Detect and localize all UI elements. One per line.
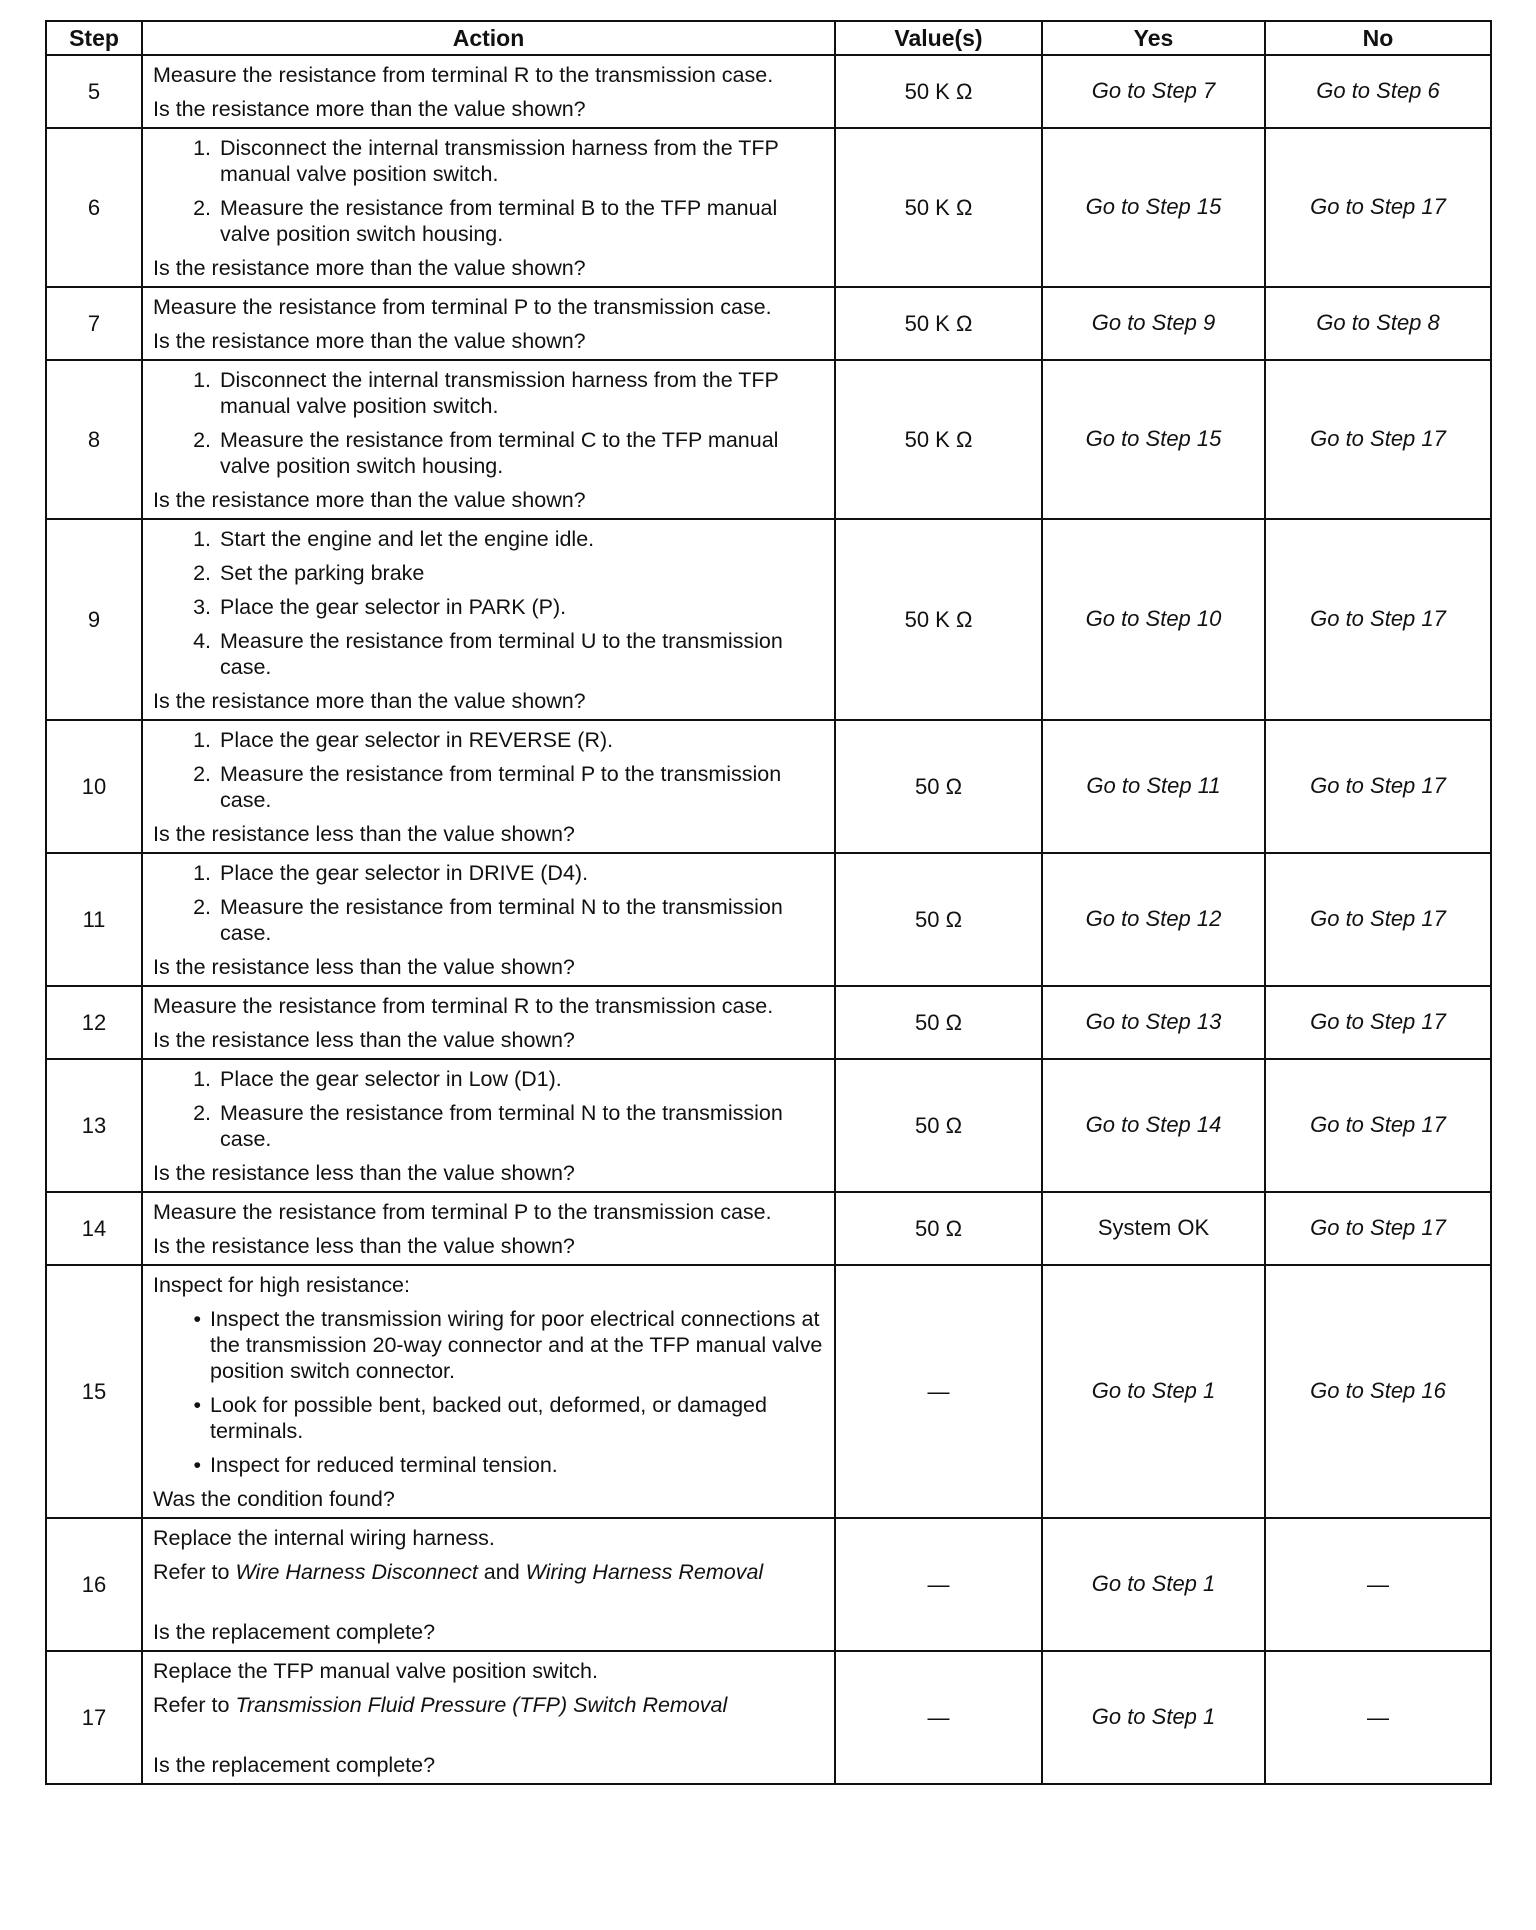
step-item-number: 2.: [193, 895, 211, 919]
table-row: [46, 720, 1491, 853]
value-cell: —: [835, 1651, 1042, 1784]
no-result: Go to Step 16: [1265, 1265, 1491, 1518]
table-row: [46, 1651, 1491, 1784]
yes-result: Go to Step 11: [1042, 720, 1265, 853]
step-item-text: Measure the resistance from terminal N to the transmission case.: [220, 895, 783, 945]
yes-result: System OK: [1042, 1192, 1265, 1265]
bullet-icon: •: [193, 1307, 201, 1331]
value-cell: —: [835, 1265, 1042, 1518]
step-item-number: 3.: [193, 595, 211, 619]
action-question: Is the resistance less than the value shown?: [153, 955, 575, 979]
yes-result: Go to Step 7: [1042, 55, 1265, 128]
value-cell: 50 Ω: [835, 986, 1042, 1059]
action-step-item: [153, 628, 824, 680]
no-result: Go to Step 17: [1265, 128, 1491, 287]
step-item-number: 1.: [193, 527, 211, 551]
action-question: Is the resistance less than the value shown?: [153, 1028, 575, 1052]
step-number: 12: [46, 986, 142, 1059]
step-item-number: 1.: [193, 136, 211, 160]
action-cell: [142, 1651, 835, 1784]
no-result: —: [1265, 1518, 1491, 1651]
step-item-number: 2.: [193, 561, 211, 585]
action-question: Is the resistance more than the value shown?: [153, 689, 586, 713]
action-reference: [153, 1692, 824, 1718]
step-item-number: 2.: [193, 196, 211, 220]
step-item-text: Place the gear selector in REVERSE (R).: [220, 728, 614, 752]
action-text: Measure the resistance from terminal R to the transmission case.: [153, 63, 774, 87]
step-number: 14: [46, 1192, 142, 1265]
spacer: [153, 1593, 824, 1619]
action-bullet-item: [153, 1392, 824, 1444]
table-body: [46, 55, 1491, 1784]
action-text: Replace the internal wiring harness.: [153, 1526, 495, 1550]
step-number: 6: [46, 128, 142, 287]
table-row: [46, 55, 1491, 128]
action-step-item: [153, 727, 824, 753]
no-result: Go to Step 17: [1265, 720, 1491, 853]
action-cell: [142, 55, 835, 128]
action-step-item: [153, 594, 824, 620]
action-question: Is the resistance more than the value shown?: [153, 488, 586, 512]
no-result: Go to Step 17: [1265, 853, 1491, 986]
step-item-number: 2.: [193, 428, 211, 452]
bullet-icon: •: [193, 1393, 201, 1417]
step-item-text: Set the parking brake: [220, 561, 425, 585]
action-cell: [142, 519, 835, 720]
table-row: [46, 1192, 1491, 1265]
step-item-text: Measure the resistance from terminal U to the transmission case.: [220, 629, 783, 679]
yes-result: Go to Step 10: [1042, 519, 1265, 720]
table-row: [46, 128, 1491, 287]
table-row: [46, 519, 1491, 720]
spacer: [153, 1726, 824, 1752]
yes-result: Go to Step 9: [1042, 287, 1265, 360]
yes-result: Go to Step 12: [1042, 853, 1265, 986]
no-result: Go to Step 17: [1265, 519, 1491, 720]
step-item-text: Place the gear selector in Low (D1).: [220, 1067, 562, 1091]
action-cell: [142, 720, 835, 853]
value-cell: 50 K Ω: [835, 519, 1042, 720]
table-row: [46, 853, 1491, 986]
step-number: 15: [46, 1265, 142, 1518]
step-item-number: 1.: [193, 861, 211, 885]
action-question: Is the resistance less than the value shown?: [153, 1161, 575, 1185]
action-text: Measure the resistance from terminal P to the transmission case.: [153, 1200, 772, 1224]
step-item-number: 2.: [193, 1101, 211, 1125]
action-step-item: [153, 367, 824, 419]
action-text: Measure the resistance from terminal P to the transmission case.: [153, 295, 772, 319]
bullet-icon: •: [193, 1453, 201, 1477]
action-step-item: [153, 526, 824, 552]
table-row: [46, 360, 1491, 519]
action-step-item: [153, 135, 824, 187]
value-cell: —: [835, 1518, 1042, 1651]
action-text: Replace the TFP manual valve position switch.: [153, 1659, 598, 1683]
step-item-text: Place the gear selector in DRIVE (D4).: [220, 861, 589, 885]
action-step-item: [153, 427, 824, 479]
step-item-text: Measure the resistance from terminal C to the TFP manual valve position switch housing.: [220, 428, 779, 478]
value-cell: 50 K Ω: [835, 55, 1042, 128]
reference-joiner: and: [477, 1560, 526, 1584]
step-item-text: Measure the resistance from terminal P to the transmission case.: [220, 762, 782, 812]
action-bullet-item: [153, 1452, 824, 1478]
action-step-item: [153, 761, 824, 813]
action-question: Is the resistance less than the value shown?: [153, 1234, 575, 1258]
action-cell: [142, 1265, 835, 1518]
no-result: Go to Step 17: [1265, 1059, 1491, 1192]
value-cell: 50 Ω: [835, 853, 1042, 986]
step-item-text: Place the gear selector in PARK (P).: [220, 595, 567, 619]
table-row: [46, 287, 1491, 360]
action-question: Is the replacement complete?: [153, 1753, 436, 1777]
action-cell: [142, 1059, 835, 1192]
reference-prefix: Refer to: [153, 1560, 236, 1584]
no-result: Go to Step 17: [1265, 1192, 1491, 1265]
value-cell: 50 Ω: [835, 720, 1042, 853]
action-step-item: [153, 894, 824, 946]
action-text: Measure the resistance from terminal R to the transmission case.: [153, 994, 774, 1018]
step-item-text: Start the engine and let the engine idle.: [220, 527, 595, 551]
step-number: 13: [46, 1059, 142, 1192]
step-item-text: Disconnect the internal transmission harness from the TFP manual valve position switch.: [220, 136, 779, 186]
step-number: 10: [46, 720, 142, 853]
yes-result: Go to Step 1: [1042, 1265, 1265, 1518]
action-question: Is the resistance more than the value shown?: [153, 97, 586, 121]
header-value: Value(s): [835, 21, 1042, 55]
no-result: —: [1265, 1651, 1491, 1784]
table-row: [46, 1518, 1491, 1651]
value-cell: 50 K Ω: [835, 360, 1042, 519]
step-number: 11: [46, 853, 142, 986]
reference-link: Wiring Harness Removal: [525, 1560, 764, 1584]
table-row: [46, 1265, 1491, 1518]
action-step-item: [153, 1100, 824, 1152]
step-number: 17: [46, 1651, 142, 1784]
step-number: 7: [46, 287, 142, 360]
value-cell: 50 Ω: [835, 1059, 1042, 1192]
action-question: Is the resistance less than the value shown?: [153, 822, 575, 846]
action-question: Is the resistance more than the value shown?: [153, 256, 586, 280]
yes-result: Go to Step 1: [1042, 1651, 1265, 1784]
header-yes: Yes: [1042, 21, 1265, 55]
step-item-text: Measure the resistance from terminal N to the transmission case.: [220, 1101, 783, 1151]
value-cell: 50 Ω: [835, 1192, 1042, 1265]
step-item-text: Measure the resistance from terminal B to the TFP manual valve position switch housing.: [220, 196, 778, 246]
action-step-item: [153, 195, 824, 247]
reference-link: Transmission Fluid Pressure (TFP) Switch Removal: [235, 1693, 728, 1717]
no-result: Go to Step 17: [1265, 986, 1491, 1059]
bullet-text: Inspect for reduced terminal tension.: [210, 1453, 558, 1477]
step-number: 16: [46, 1518, 142, 1651]
step-number: 9: [46, 519, 142, 720]
reference-prefix: Refer to: [153, 1693, 236, 1717]
action-cell: [142, 287, 835, 360]
diagnostic-table: [45, 20, 1492, 1785]
action-question: Is the replacement complete?: [153, 1620, 436, 1644]
action-step-item: [153, 560, 824, 586]
step-item-number: 4.: [193, 629, 211, 653]
action-cell: [142, 853, 835, 986]
action-step-item: [153, 1066, 824, 1092]
table-row: [46, 986, 1491, 1059]
action-text: Inspect for high resistance:: [153, 1273, 410, 1297]
action-cell: [142, 1192, 835, 1265]
yes-result: Go to Step 1: [1042, 1518, 1265, 1651]
yes-result: Go to Step 14: [1042, 1059, 1265, 1192]
action-reference: [153, 1559, 824, 1585]
action-cell: [142, 128, 835, 287]
no-result: Go to Step 17: [1265, 360, 1491, 519]
value-cell: 50 K Ω: [835, 128, 1042, 287]
step-number: 5: [46, 55, 142, 128]
table-header-row: [46, 21, 1491, 55]
step-item-number: 1.: [193, 1067, 211, 1091]
action-question: Is the resistance more than the value shown?: [153, 329, 586, 353]
step-number: 8: [46, 360, 142, 519]
action-cell: [142, 986, 835, 1059]
bullet-text: Look for possible bent, backed out, deformed, or damaged terminals.: [210, 1393, 767, 1443]
reference-link: Wire Harness Disconnect: [235, 1560, 478, 1584]
table-row: [46, 1059, 1491, 1192]
action-step-item: [153, 860, 824, 886]
action-cell: [142, 1518, 835, 1651]
yes-result: Go to Step 15: [1042, 128, 1265, 287]
header-step: Step: [46, 21, 142, 55]
step-item-number: 1.: [193, 368, 211, 392]
step-item-text: Disconnect the internal transmission harness from the TFP manual valve position switch.: [220, 368, 779, 418]
header-no: No: [1265, 21, 1491, 55]
header-action: Action: [142, 21, 835, 55]
action-question: Was the condition found?: [153, 1487, 395, 1511]
bullet-text: Inspect the transmission wiring for poor electrical connections at the transmission 20-way connector and at the TFP manual valve position switch connector.: [210, 1307, 823, 1383]
value-cell: 50 K Ω: [835, 287, 1042, 360]
no-result: Go to Step 6: [1265, 55, 1491, 128]
action-cell: [142, 360, 835, 519]
yes-result: Go to Step 13: [1042, 986, 1265, 1059]
yes-result: Go to Step 15: [1042, 360, 1265, 519]
no-result: Go to Step 8: [1265, 287, 1491, 360]
step-item-number: 2.: [193, 762, 211, 786]
action-bullet-item: [153, 1306, 824, 1384]
step-item-number: 1.: [193, 728, 211, 752]
